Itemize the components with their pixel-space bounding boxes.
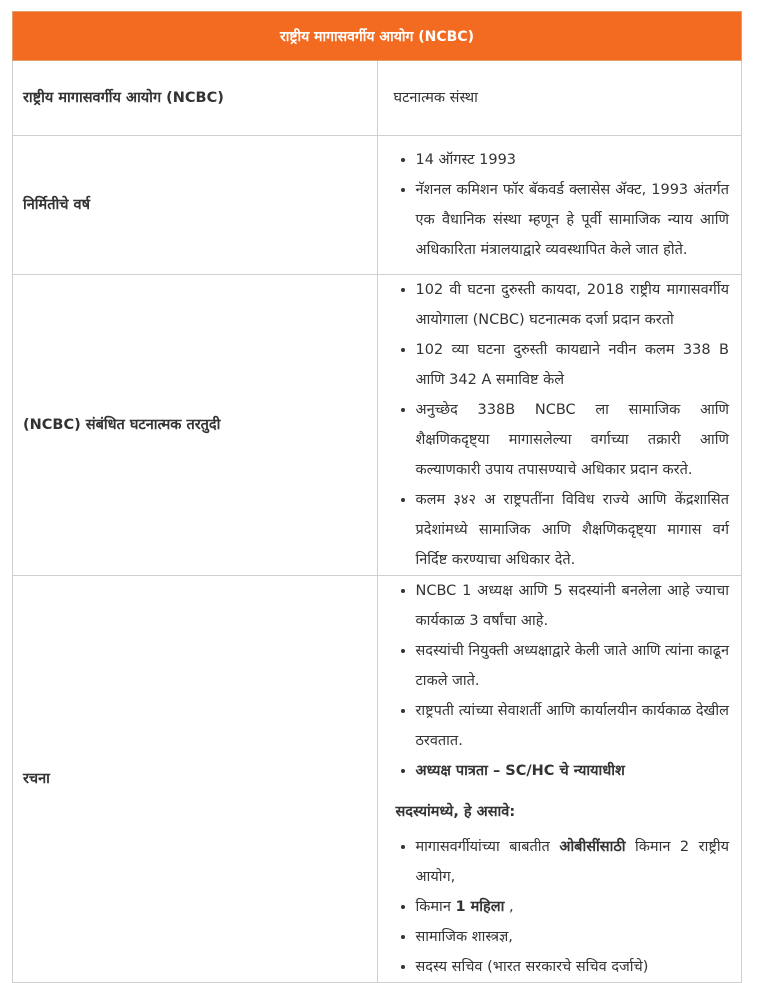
list-item: • नॅशनल कमिशन फॉर बॅकवर्ड क्लासेस ॲक्ट, 1993 अंतर्गत एक वैधानिक संस्था म्हणून हे पूर्वी सामाजिक न्याय आणि अधिकारिता मंत्रालयाद्वारे व्यवस्थापित केले जात होते. bbox=[416, 175, 730, 265]
text-segment: मागासवर्गीयांच्या बाबतीत bbox=[415, 839, 560, 855]
text-segment: किमान bbox=[415, 899, 456, 915]
list-item: • कलम ३४२ अ राष्ट्रपतींना विविध राज्ये आणि केंद्रशासित प्रदेशांमध्ये सामाजिक आणि शैक्षणिकदृष्ट्या मागास वर्ग निर्दिष्ट करण्याचा अधिकार देते. bbox=[416, 485, 730, 575]
list-item bbox=[416, 832, 730, 892]
members-subheading: सदस्यांमध्ये, हे असावे: bbox=[395, 804, 516, 820]
text-segment: , bbox=[504, 899, 514, 915]
ncbc-table-container bbox=[12, 11, 742, 983]
list-item: • सामाजिक शास्त्रज्ञ, bbox=[416, 922, 730, 952]
list-item: • अनुच्छेद 338B NCBC ला सामाजिक आणि शैक्षणिकदृष्ट्या मागासलेल्या वर्गाच्या तक्रारी आणि कल्याणकारी उपाय तपासण्याचे अधिकार प्रदान करते. bbox=[416, 395, 730, 485]
text-segment: किमान 2 राष्ट्रीय आयोग, bbox=[415, 839, 729, 885]
row-content bbox=[377, 136, 742, 275]
table-row bbox=[13, 275, 742, 576]
bullet-list bbox=[396, 275, 730, 575]
list-item: • सदस्यांची नियुक्ती अध्यक्षाद्वारे केली जाते आणि त्यांना काढून टाकले जाते. bbox=[416, 636, 730, 696]
bold-text: ओबीसींसाठी bbox=[559, 839, 626, 855]
bullet-list bbox=[396, 145, 730, 265]
row-label: राष्ट्रीय मागासवर्गीय आयोग (NCBC) bbox=[13, 61, 378, 136]
members-list bbox=[396, 832, 730, 982]
bold-text: 1 महिला bbox=[455, 899, 505, 915]
row-content bbox=[377, 275, 742, 576]
list-item: • राष्ट्रपती त्यांच्या सेवाशर्ती आणि कार्यालयीन कार्यकाळ देखील ठरवतात. bbox=[416, 696, 730, 756]
list-item bbox=[416, 892, 730, 922]
row-label: रचना bbox=[13, 576, 378, 983]
list-item: • सदस्य सचिव (भारत सरकारचे सचिव दर्जाचे) bbox=[416, 952, 730, 982]
list-item: • 102 व्या घटना दुरुस्ती कायद्याने नवीन कलम 338 B आणि 342 A समाविष्ट केले bbox=[416, 335, 730, 395]
row-label: निर्मितीचे वर्ष bbox=[13, 136, 378, 275]
row-content bbox=[377, 576, 742, 983]
table-title: राष्ट्रीय मागासवर्गीय आयोग (NCBC) bbox=[13, 12, 742, 61]
list-item: • NCBC 1 अध्यक्ष आणि 5 सदस्यांनी बनलेला आहे ज्याचा कार्यकाळ 3 वर्षांचा आहे. bbox=[416, 576, 730, 636]
list-item: • अध्यक्ष पात्रता – SC/HC चे न्यायाधीश bbox=[416, 756, 730, 786]
table-header-row bbox=[13, 12, 742, 61]
bullet-list bbox=[396, 576, 730, 786]
row-content: घटनात्मक संस्था bbox=[377, 61, 742, 136]
list-item: • 14 ऑगस्ट 1993 bbox=[416, 145, 730, 175]
table-row bbox=[13, 136, 742, 275]
table-row bbox=[13, 61, 742, 136]
ncbc-info-table bbox=[12, 11, 742, 983]
table-row bbox=[13, 576, 742, 983]
row-label: (NCBC) संबंधित घटनात्मक तरतुदी bbox=[13, 275, 378, 576]
list-item: • 102 वी घटना दुरुस्ती कायदा, 2018 राष्ट्रीय मागासवर्गीय आयोगाला (NCBC) घटनात्मक दर्जा प्रदान करतो bbox=[416, 275, 730, 335]
